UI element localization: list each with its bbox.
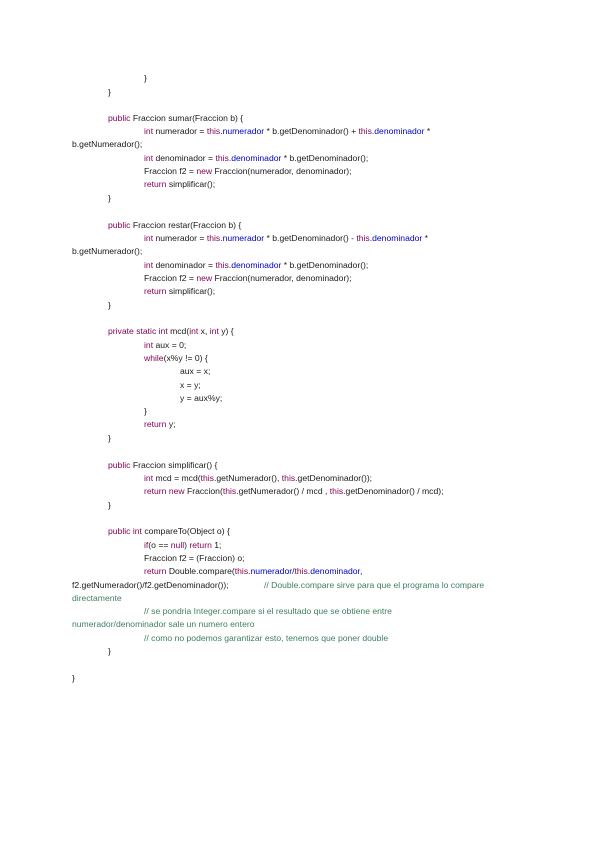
code-line: } — [144, 73, 147, 83]
code-line: } — [108, 646, 111, 656]
code-line: return y; — [144, 419, 176, 429]
code-line: } — [108, 87, 111, 97]
code-line: b.getNumerador(); — [72, 246, 143, 256]
code-line: y = aux%y; — [180, 393, 223, 403]
code-line: public Fraccion restar(Fraccion b) { — [108, 220, 242, 230]
code-line: return simplificar(); — [144, 179, 216, 189]
code-line: Fraccion f2 = new Fraccion(numerador, denominador); — [144, 166, 352, 176]
code-line: } — [144, 406, 147, 416]
code-line: int numerador = this.numerador * b.getDenominador() + this.denominador * — [144, 126, 431, 136]
code-comment: // como no podemos garantizar esto, tenemos que poner double — [144, 633, 389, 643]
code-line: } — [108, 193, 111, 203]
code-line: } — [108, 500, 111, 510]
code-line: int denominador = this.denominador * b.getDenominador(); — [144, 260, 369, 270]
code-line: Fraccion f2 = new Fraccion(numerador, denominador); — [144, 273, 352, 283]
code-comment: // Double.compare sirve para que el programa lo compare — [264, 580, 485, 590]
code-line: } — [72, 673, 75, 683]
code-line: x = y; — [180, 380, 201, 390]
code-line: Fraccion f2 = (Fraccion) o; — [144, 553, 245, 563]
code-line: int denominador = this.denominador * b.getDenominador(); — [144, 153, 369, 163]
code-line: return Double.compare(this.numerador/this.denominador, — [144, 566, 363, 576]
code-line: public int compareTo(Object o) { — [108, 526, 230, 536]
code-line: f2.getNumerador()/f2.getDenominador()); — [72, 580, 229, 590]
code-line: public Fraccion sumar(Fraccion b) { — [108, 113, 244, 123]
code-line: int aux = 0; — [144, 340, 187, 350]
code-line: return simplificar(); — [144, 286, 216, 296]
code-line: } — [108, 433, 111, 443]
code-line: while(x%y != 0) { — [144, 353, 208, 363]
code-line: b.getNumerador(); — [72, 139, 143, 149]
code-comment: directamente — [72, 593, 122, 603]
code-line: private static int mcd(int x, int y) { — [108, 326, 234, 336]
code-line: public Fraccion simplificar() { — [108, 460, 218, 470]
code-comment: numerador/denominador sale un numero entero — [72, 619, 255, 629]
code-comment: // se pondria Integer.compare si el resultado que se obtiene entre — [144, 606, 392, 616]
code-line: int mcd = mcd(this.getNumerador(), this.getDenominador()); — [144, 473, 373, 483]
code-line: if(o == null) return 1; — [144, 540, 222, 550]
code-line: } — [108, 300, 111, 310]
code-line: int numerador = this.numerador * b.getDenominador() - this.denominador * — [144, 233, 429, 243]
code-line: return new Fraccion(this.getNumerador() / mcd , this.getDenominador() / mcd); — [144, 486, 444, 496]
code-line: aux = x; — [180, 366, 211, 376]
